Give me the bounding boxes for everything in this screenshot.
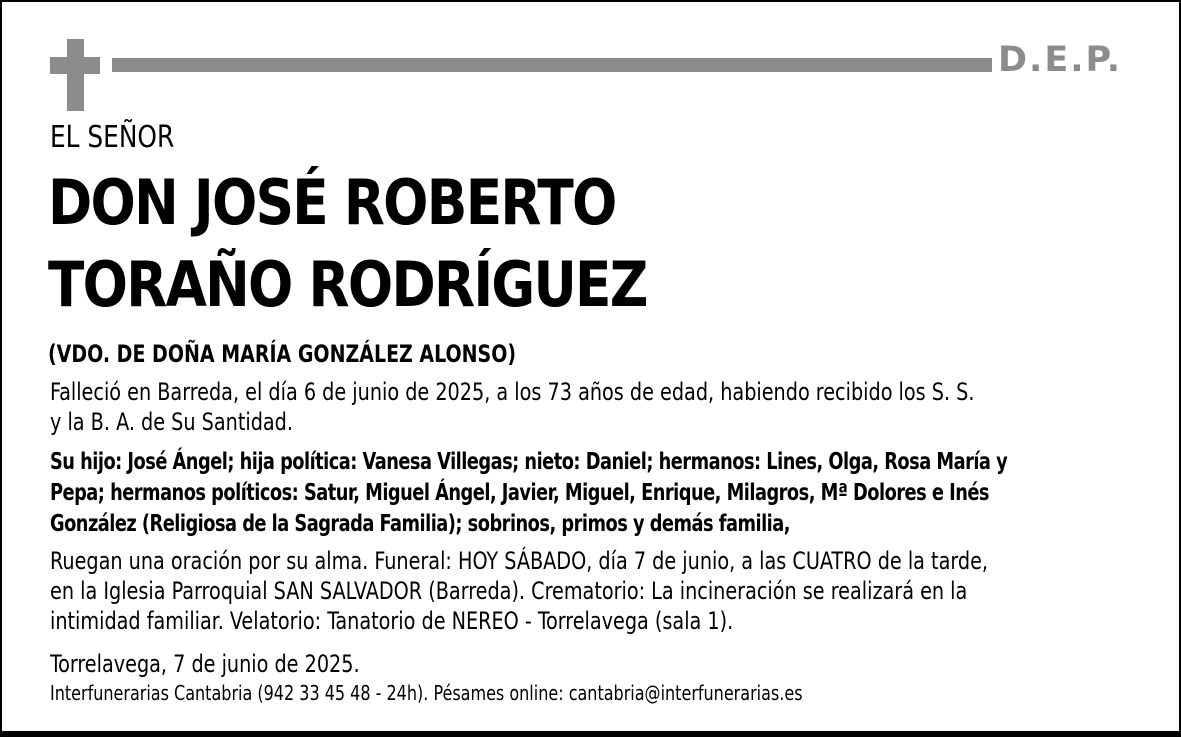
deceased-name-line1: DON JOSÉ ROBERTO bbox=[48, 166, 616, 239]
family-line: Su hijo: José Ángel; hija política: Vanesa Villegas; nieto: Daniel; hermanos: Lines, Olga, Rosa María y bbox=[50, 449, 1008, 475]
place-date: Torrelavega, 7 de junio de 2025. bbox=[50, 650, 360, 678]
service-line: Ruegan una oración por su alma. Funeral: HOY SÁBADO, día 7 de junio, a las CUATRO de la tarde, bbox=[50, 547, 989, 575]
dep-label: D.E.P. bbox=[998, 40, 1123, 80]
honorific: EL SEÑOR bbox=[50, 120, 175, 155]
deceased-name-line2: TORAÑO RODRÍGUEZ bbox=[48, 248, 647, 321]
service-paragraph bbox=[50, 546, 1100, 636]
cross-icon bbox=[50, 39, 100, 111]
header-rule bbox=[112, 58, 992, 72]
family-paragraph bbox=[50, 447, 1065, 540]
widower-of: (VDO. DE DOÑA MARÍA GONZÁLEZ ALONSO) bbox=[48, 340, 517, 368]
service-line: intimidad familiar. Velatorio: Tanatorio de NEREO - Torrelavega (sala 1). bbox=[50, 607, 734, 635]
funeral-home-footer: Interfunerarias Cantabria (942 33 45 48 - 24h). Pésames online: cantabria@interfunerarias.es bbox=[50, 681, 803, 705]
death-paragraph bbox=[50, 377, 1100, 437]
death-line: Falleció en Barreda, el día 6 de junio de 2025, a los 73 años de edad, habiendo recibido los S. S. bbox=[50, 378, 975, 406]
family-line: Pepa; hermanos políticos: Satur, Miguel Ángel, Javier, Miguel, Enrique, Milagros, Mª Dolores e Inés bbox=[50, 480, 989, 506]
service-line: en la Iglesia Parroquial SAN SALVADOR (Barreda). Crematorio: La incineración se realizará en la bbox=[50, 577, 968, 605]
family-line: González (Religiosa de la Sagrada Familia); sobrinos, primos y demás familia, bbox=[50, 511, 790, 537]
death-line: y la B. A. de Su Santidad. bbox=[50, 408, 293, 436]
